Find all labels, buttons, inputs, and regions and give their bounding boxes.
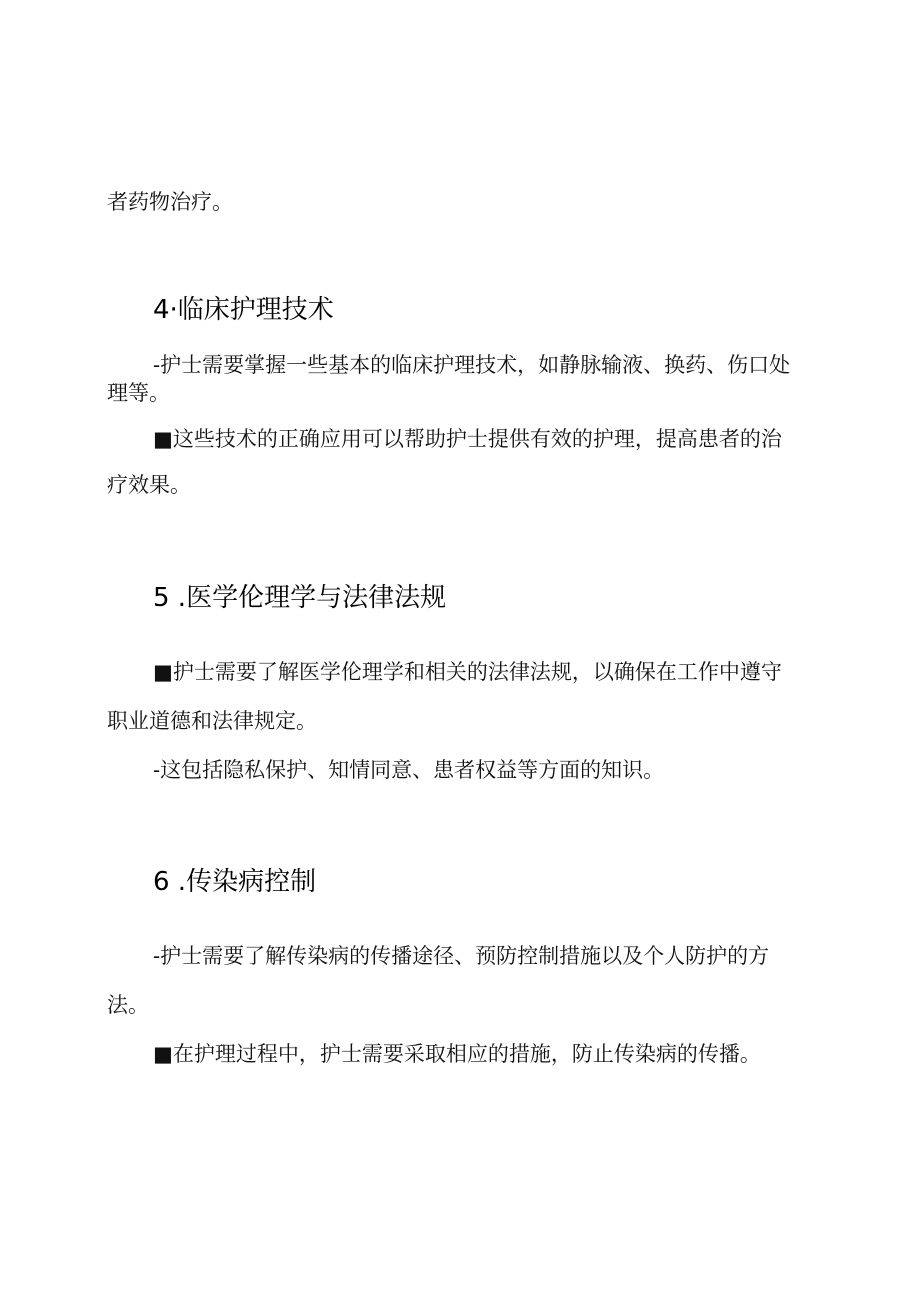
section-4-para-1-line-2: 理等。 — [107, 381, 170, 405]
section-6-heading: 6 .传染病控制 — [153, 867, 317, 897]
section-5-para-2-line-1: -这包括隐私保护、知情同意、患者权益等方面的知识。 — [153, 758, 665, 782]
section-6-para-2-line-1: ■在护理过程中，护士需要采取相应的措施，防止传染病的传播。 — [153, 1042, 761, 1066]
section-5-para-1-line-2: 职业道德和法律规定。 — [107, 709, 317, 733]
section-5-para-1-line-1: ■护士需要了解医学伦理学和相关的法律法规，以确保在工作中遵守 — [153, 660, 782, 684]
section-5-heading: 5 .医学伦理学与法律法规 — [153, 583, 447, 613]
section-4-para-1-line-1: -护士需要掌握一些基本的临床护理技术，如静脉输液、换药、伤口处 — [153, 353, 791, 377]
section-4-para-2-line-2: 疗效果。 — [107, 473, 191, 497]
section-4-para-2-line-1: ■这些技术的正确应用可以帮助护士提供有效的护理，提高患者的治 — [153, 427, 782, 451]
continuation-text: 者药物治疗。 — [107, 190, 233, 214]
section-4-heading: 4·临床护理技术 — [153, 295, 334, 325]
section-6-para-1-line-2: 法。 — [107, 993, 149, 1017]
section-6-para-1-line-1: -护士需要了解传染病的传播途径、预防控制措施以及个人防护的方 — [153, 944, 770, 968]
